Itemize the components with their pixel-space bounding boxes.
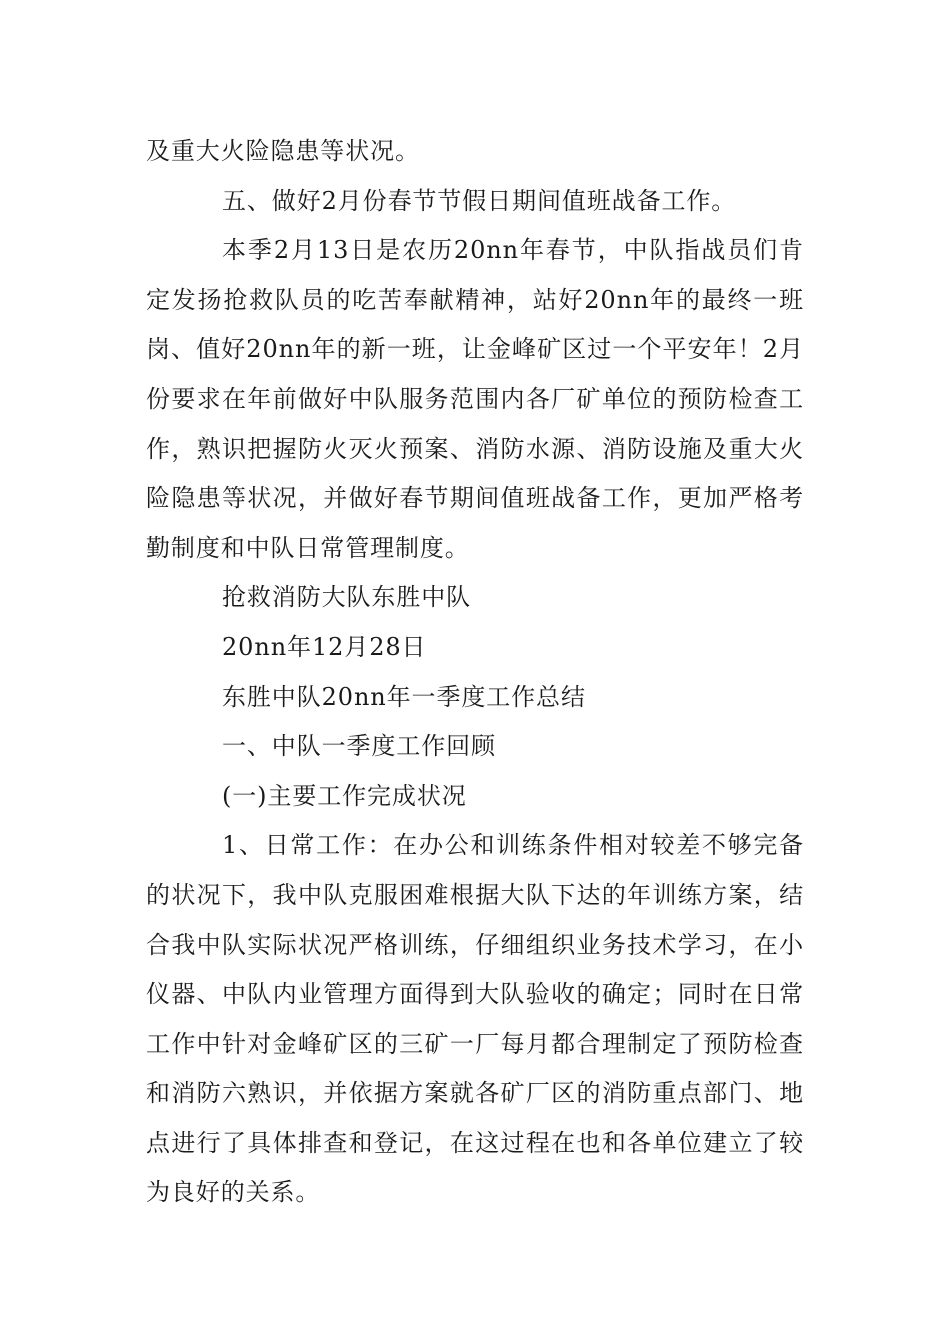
signature-unit: 抢救消防大队东胜中队 xyxy=(222,583,471,612)
paragraph-daily-work: 1、日常工作：在办公和训练条件相对较差不够完备的状况下，我中队克服困难根据大队下达的年训练方案，结合我中队实际状况严格训练，仔细组织业务技术学习，在小仪器、中队内业管理方面得到大队验收的确定；同时在日常工作中针对金峰矿区的三矿一厂每月都合理制定了预防检查和消防六熟识，并依据方案就各矿厂区的消防重点部门、地点进行了具体排查和登记，在这过程在也和各单位建立了较为良好的关系。 xyxy=(146,831,804,1207)
signature-date: 20nn年12月28日 xyxy=(222,632,427,661)
subsection-heading: (一)主要工作完成状况 xyxy=(222,781,467,810)
document-body xyxy=(146,127,804,1218)
paragraph-1: 及重大火险隐患等状况。 xyxy=(146,137,420,165)
section-heading: 一、中队一季度工作回顾 xyxy=(222,732,496,761)
document-title: 东胜中队20nn年一季度工作总结 xyxy=(222,682,586,711)
paragraph-3: 本季2月13日是农历20nn年春节，中队指战员们肯定发扬抢救队员的吃苦奉献精神，站好20nn年的最终一班岗、值好20nn年的新一班，让金峰矿区过一个平安年！2月份要求在年前做好中队服务范围内各厂矿单位的预防检查工作，熟识把握防火灭火预案、消防水源、消防设施及重大火险隐患等状况，并做好春节期间值班战备工作，更加严格考勤制度和中队日常管理制度。 xyxy=(146,236,804,562)
paragraph-2: 五、做好2月份春节节假日期间值班战备工作。 xyxy=(222,186,737,215)
